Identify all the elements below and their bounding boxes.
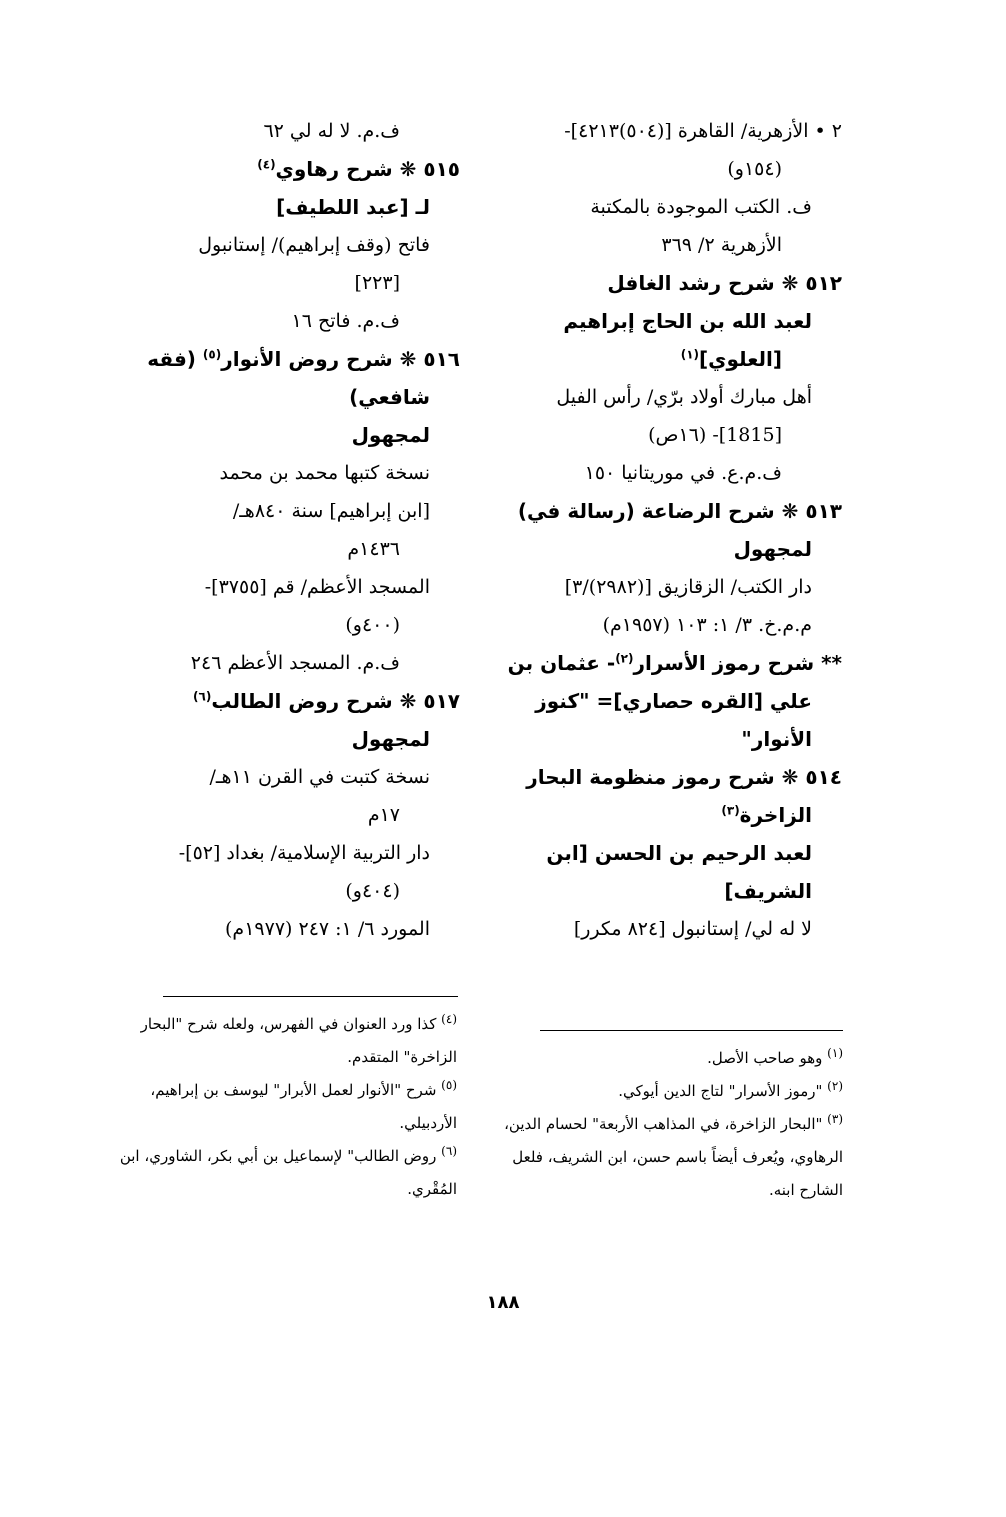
line-text: ٥١٧ ❋ شرح روض الطالب xyxy=(211,689,460,713)
entry-heading-line xyxy=(120,378,460,416)
line-text: م.م.خ. ٣/ ١: ١٠٣ (١٩٥٧م) xyxy=(602,614,812,636)
footnote-number: (٤) xyxy=(441,1012,457,1026)
entry-text-line xyxy=(120,302,460,340)
entry-text-line xyxy=(120,834,460,872)
entry-text-line xyxy=(502,568,842,606)
entry-heading-line xyxy=(502,796,842,834)
entry-heading-line xyxy=(502,758,842,796)
entry-heading-line xyxy=(502,682,842,720)
line-text: ٥١٦ ❋ شرح روض الأنوار xyxy=(221,347,460,371)
footnote-rule-right xyxy=(540,1030,843,1031)
entry-heading-line xyxy=(502,492,842,530)
entry-text-line xyxy=(502,416,842,454)
footnote-number: (٣) xyxy=(827,1112,843,1126)
footnote-number: (٦) xyxy=(441,1144,457,1158)
entry-text-line xyxy=(502,150,842,188)
footnote-marker: (١) xyxy=(680,347,700,362)
footnote-number: (٥) xyxy=(441,1078,457,1092)
line-text: [العلوي] xyxy=(699,347,782,371)
line-text: ف.م. لا له لي ٦٢ xyxy=(263,120,400,142)
page-number: ١٨٨ xyxy=(486,1292,520,1313)
right-column xyxy=(502,112,842,948)
line-text: لـ [عبد اللطيف] xyxy=(276,195,430,219)
line-text: دار الكتب/ الزقازيق [(٢٩٨٢)/٣] xyxy=(564,576,812,598)
entry-heading-line xyxy=(120,340,460,378)
line-text: لعبد الرحيم بن الحسن [ابن xyxy=(546,841,812,865)
line-text: ٥١٥ ❋ شرح رهاوي xyxy=(275,157,460,181)
line-text: نسخة كتبها محمد بن محمد xyxy=(219,462,430,484)
line-text: (٤٠٤و) xyxy=(345,880,400,902)
line-text: المسجد الأعظم/ قم [٣٧٥٥]- xyxy=(204,576,430,598)
line-text: ١٤٣٦م xyxy=(347,538,400,560)
left-column xyxy=(120,112,460,948)
line-text: علي [القره حصاري]= "كنوز xyxy=(535,689,812,713)
entry-heading-line xyxy=(120,416,460,454)
footnote-marker: (٦) xyxy=(193,689,212,704)
footnote-number: (٢) xyxy=(827,1079,843,1093)
line-text: الأنوار" xyxy=(741,727,812,751)
entry-text-line xyxy=(502,188,842,226)
line-text: ١٧م xyxy=(367,804,400,826)
footnote-item xyxy=(498,1075,843,1108)
line-text: لمجهول xyxy=(733,537,812,561)
entry-text-line xyxy=(120,910,460,948)
line-text: الزاخرة xyxy=(739,803,812,827)
entry-text-line xyxy=(502,910,842,948)
entry-text-line xyxy=(120,796,460,834)
line-text: ف. الكتب الموجودة بالمكتبة xyxy=(590,196,812,218)
line-text: نسخة كتبت في القرن ١١هـ/ xyxy=(209,766,430,788)
footnote-rule-left xyxy=(163,996,458,997)
line-text: لا له لي/ إستانبول [٨٢٤ مكرر] xyxy=(573,918,812,940)
line-text: دار التربية الإسلامية/ بغداد [٥٢]- xyxy=(178,842,430,864)
footnotes-right xyxy=(498,1042,843,1207)
footnote-text: وهو صاحب الأصل. xyxy=(707,1049,828,1067)
entry-heading-line xyxy=(502,264,842,302)
footnote-item xyxy=(112,1074,457,1140)
line-tail-text: - عثمان بن xyxy=(507,651,616,675)
line-text: شافعي) xyxy=(349,385,430,409)
line-text: ** شرح رموز الأسرار xyxy=(633,651,842,675)
line-text: ٥١٢ ❋ شرح رشد الغافل xyxy=(607,271,842,295)
line-text: [1815]- (١٦ص) xyxy=(648,424,782,446)
entry-heading-line xyxy=(502,834,842,872)
footnote-marker: (٥) xyxy=(202,347,222,362)
line-text: المورد ٦/ ١: ٢٤٧ (١٩٧٧م) xyxy=(225,918,430,940)
line-text: لمجهول xyxy=(351,423,430,447)
line-text: (٤٠٠و) xyxy=(345,614,400,636)
entry-heading-line xyxy=(120,720,460,758)
footnote-text: "البحار الزاخرة، في المذاهب الأربعة" لحسام الدين، الرهاوي، ويُعرف أيضاً باسم حسن، ابن الشريف، فلعل الشارح ابنه. xyxy=(504,1115,843,1199)
footnote-text: كذا ورد العنوان في الفهرس، ولعله شرح "البحار الزاخرة" المتقدم. xyxy=(140,1015,457,1066)
line-text: ف.م.ع. في موريتانيا ١٥٠ xyxy=(584,462,782,484)
entry-text-line xyxy=(120,872,460,910)
entry-text-line xyxy=(502,378,842,416)
line-text: الشريف] xyxy=(724,879,812,903)
line-text: فاتح (وقف إبراهيم)/ إستانبول xyxy=(198,234,430,256)
footnote-marker: (٢) xyxy=(615,651,634,666)
line-text: [٢٢٣] xyxy=(354,272,400,294)
footnote-text: "رموز الأسرار" لتاج الدين أيوكي. xyxy=(618,1082,828,1100)
entry-heading-line xyxy=(502,530,842,568)
footnote-text: شرح "الأنوار لعمل الأبرار" ليوسف بن إبراهيم، الأردبيلي. xyxy=(150,1081,457,1132)
entry-text-line xyxy=(120,568,460,606)
entry-heading-line xyxy=(502,644,842,682)
line-text: ف.م. المسجد الأعظم ٢٤٦ xyxy=(190,652,400,674)
entry-heading-line xyxy=(120,150,460,188)
entry-text-line xyxy=(120,226,460,264)
entry-text-line xyxy=(120,644,460,682)
entry-text-line xyxy=(502,454,842,492)
footnote-marker: (٣) xyxy=(721,803,740,818)
entry-text-line xyxy=(120,530,460,568)
footnote-item xyxy=(112,1008,457,1074)
line-tail-text: (فقه xyxy=(147,347,203,371)
entry-text-line xyxy=(120,606,460,644)
entry-text-line xyxy=(120,264,460,302)
line-text: ٥١٣ ❋ شرح الرضاعة (رسالة في) xyxy=(517,499,842,523)
entry-text-line xyxy=(502,226,842,264)
entry-text-line xyxy=(120,758,460,796)
footnote-item xyxy=(498,1108,843,1207)
line-text: أهل مبارك أولاد برّي/ رأس الفيل xyxy=(556,386,812,408)
line-text: (١٥٤و) xyxy=(727,158,782,180)
entry-heading-line xyxy=(502,302,842,340)
entry-heading-line xyxy=(120,188,460,226)
line-text: ٢ • الأزهرية/ القاهرة [(٥٠٤)٤٢١٣]- xyxy=(564,120,842,142)
entry-text-line xyxy=(120,454,460,492)
line-text: لمجهول xyxy=(351,727,430,751)
footnotes-left xyxy=(112,1008,457,1206)
entry-heading-line xyxy=(502,720,842,758)
entry-text-line xyxy=(502,606,842,644)
entry-text-line xyxy=(502,112,842,150)
footnote-marker: (٤) xyxy=(257,157,276,172)
line-text: لعبد الله بن الحاج إبراهيم xyxy=(563,309,812,333)
entry-text-line xyxy=(120,112,460,150)
line-text: [ابن إبراهيم] سنة ٨٤٠هـ/ xyxy=(232,500,430,522)
entry-heading-line xyxy=(502,872,842,910)
entry-heading-line xyxy=(120,682,460,720)
line-text: ف.م. فاتح ١٦ xyxy=(291,310,400,332)
footnote-item xyxy=(498,1042,843,1075)
entry-text-line xyxy=(120,492,460,530)
entry-heading-line xyxy=(502,340,842,378)
line-text: الأزهرية ٢/ ٣٦٩ xyxy=(661,234,782,256)
footnote-number: (١) xyxy=(827,1046,843,1060)
footnote-text: روض الطالب" لإسماعيل بن أبي بكر، الشاوري، ابن المُقْري. xyxy=(119,1147,457,1198)
footnote-item xyxy=(112,1140,457,1206)
line-text: ٥١٤ ❋ شرح رموز منظومة البحار xyxy=(526,765,842,789)
